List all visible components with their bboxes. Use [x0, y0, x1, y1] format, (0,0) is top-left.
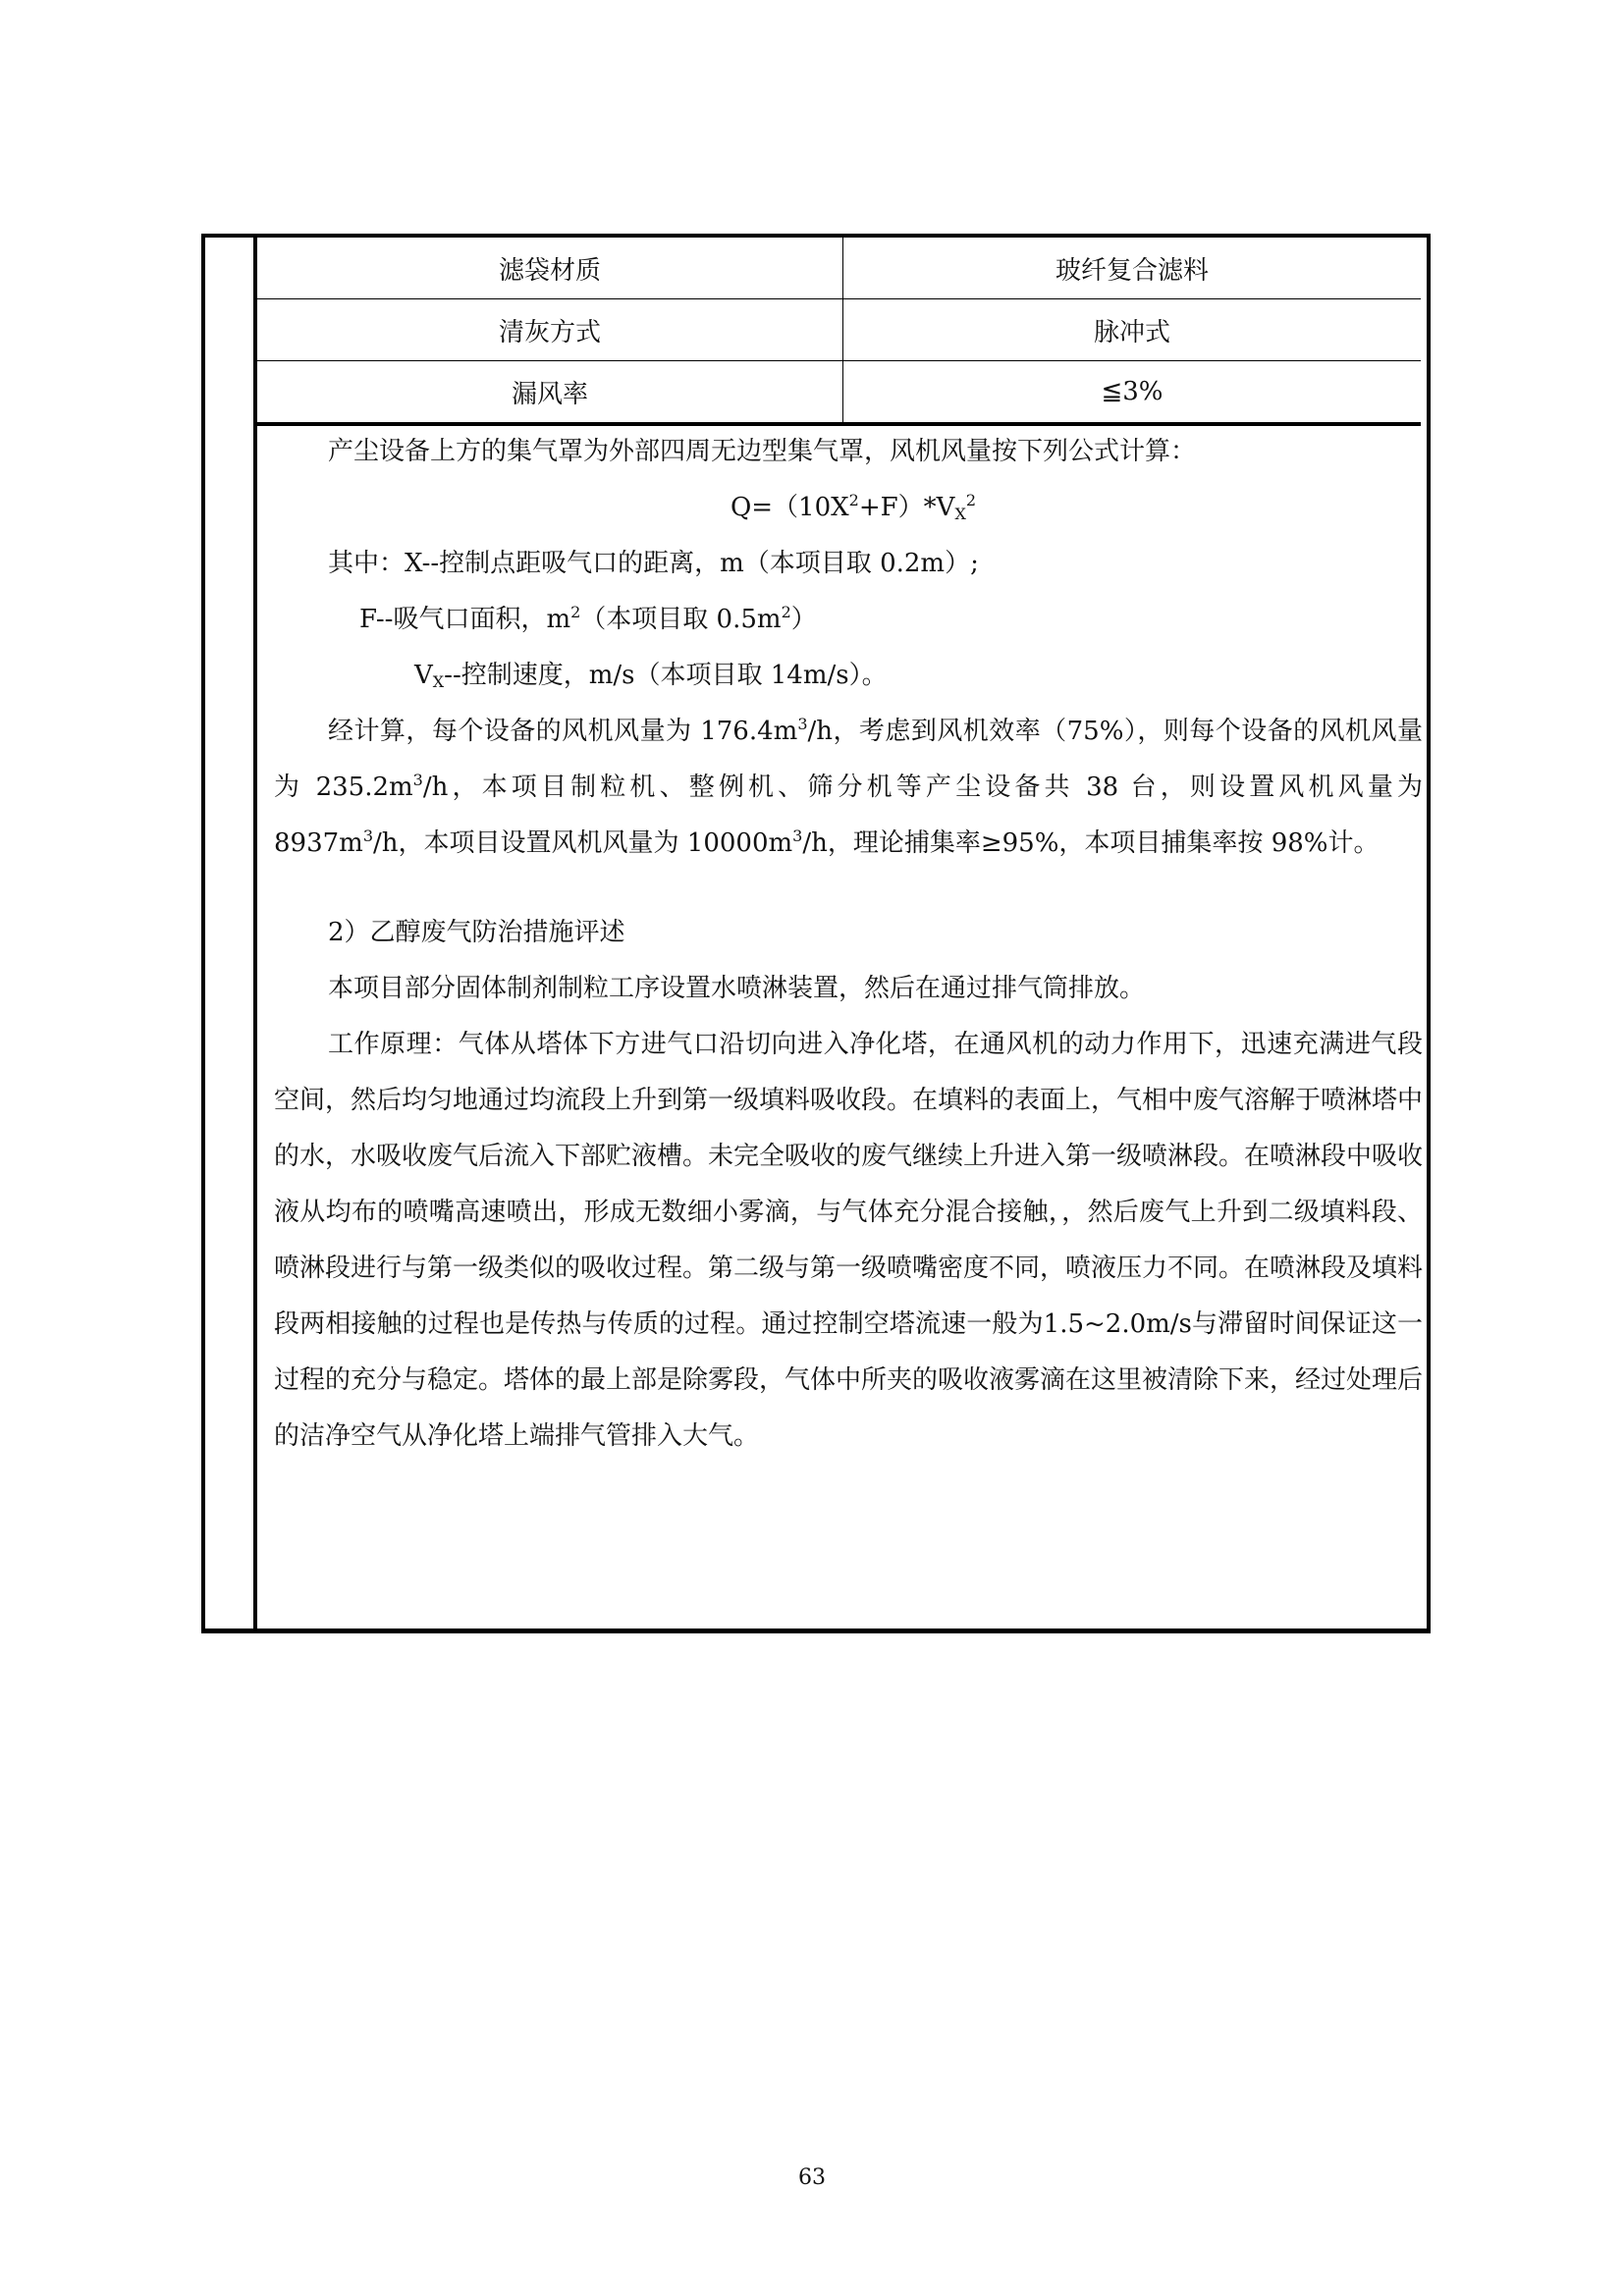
airflow-formula	[274, 480, 1423, 536]
working-principle-paragraph: 工作原理：气体从塔体下方进气口沿切向进入净化塔，在通风机的动力作用下，迅速充满进气段空间，然后均匀地通过均流段上升到第一级填料吸收段。在填料的表面上，气相中废气溶解于喷淋塔中的水，水吸收废气后流入下部贮液槽。未完全吸收的废气继续上升进入第一级喷淋段。在喷淋段中吸收液从均布的喷嘴高速喷出，形成无数细小雾滴，与气体充分混合接触，，然后废气上升到二级填料段、喷淋段进行与第一级类似的吸收过程。第二级与第一级喷嘴密度不同，喷液压力不同。在喷淋段及填料段两相接触的过程也是传热与传质的过程。通过控制空塔流速一般为1.5~2.0m/s与滞留时间保证这一过程的充分与稳定。塔体的最上部是除雾段，气体中所夹的吸收液雾滴在这里被清除下来，经过处理后的洁净空气从净化塔上端排气管排入大气。	[274, 1030, 1424, 1451]
exponent: 2	[781, 603, 791, 621]
text-part: /h，本项目设置风机风量为 10000m	[373, 828, 793, 858]
exponent: 2	[570, 603, 581, 621]
text-part: /h，理论捕集率≥95%，本项目捕集率按 98%计。	[802, 828, 1380, 858]
text-part: 经计算，每个设备的风机风量为 176.4m	[328, 717, 798, 746]
calculation-paragraph	[274, 704, 1423, 872]
exponent: 3	[412, 771, 423, 789]
text-part: --控制速度，m/s（本项目取 14m/s）。	[444, 661, 888, 690]
paragraph-gap	[274, 872, 1423, 905]
text-part: （本项目取 0.5m	[580, 605, 782, 634]
table-row	[257, 299, 1421, 361]
formula-part: Q=（10X	[730, 493, 849, 522]
filter-spec-table	[257, 238, 1421, 426]
subscript: X	[432, 672, 445, 691]
exponent: 3	[792, 827, 803, 845]
text-part: V	[414, 661, 433, 690]
text-part: /h，考虑到风机效率（75%），则每个设备的风机风量为 235.2m	[274, 717, 1423, 802]
formula-exponent: 2	[965, 491, 977, 509]
formula-exponent: 2	[848, 491, 859, 509]
section-heading: 2）乙醇废气防治措施评述	[328, 918, 625, 947]
table-cell-value: ≦3%	[843, 361, 1422, 425]
definition-x: 其中：X--控制点距吸气口的距离，m（本项目取 0.2m）;	[328, 549, 979, 578]
frame-inner-rule	[253, 234, 257, 1633]
formula-part: +F）*V	[858, 493, 955, 522]
formula-subscript: X	[954, 505, 966, 523]
table-cell-label: 清灰方式	[257, 299, 843, 361]
section-paragraph: 本项目部分固体制剂制粒工序设置水喷淋装置，然后在通过排气筒排放。	[328, 974, 1146, 1003]
table-row	[257, 361, 1421, 425]
definition-f	[274, 592, 1423, 648]
text-part: F--吸气口面积，m	[359, 605, 571, 634]
definition-v	[274, 648, 1423, 704]
text-part: ）	[790, 605, 817, 634]
body-text	[274, 424, 1423, 1465]
table-row	[257, 238, 1421, 299]
text-part: /h，本项目制粒机、整例机、筛分机等产尘设备共 38 台，则设置风机风量为 8937m	[274, 773, 1423, 858]
page-number: 63	[798, 2165, 826, 2190]
table-cell-label: 滤袋材质	[257, 238, 843, 299]
exponent: 3	[362, 827, 374, 845]
intro-paragraph: 产尘设备上方的集气罩为外部四周无边型集气罩，风机风量按下列公式计算：	[328, 437, 1197, 466]
exponent: 3	[797, 715, 808, 733]
table-cell-value: 玻纤复合滤料	[843, 238, 1422, 299]
table-cell-label: 漏风率	[257, 361, 843, 425]
table-cell-value: 脉冲式	[843, 299, 1422, 361]
